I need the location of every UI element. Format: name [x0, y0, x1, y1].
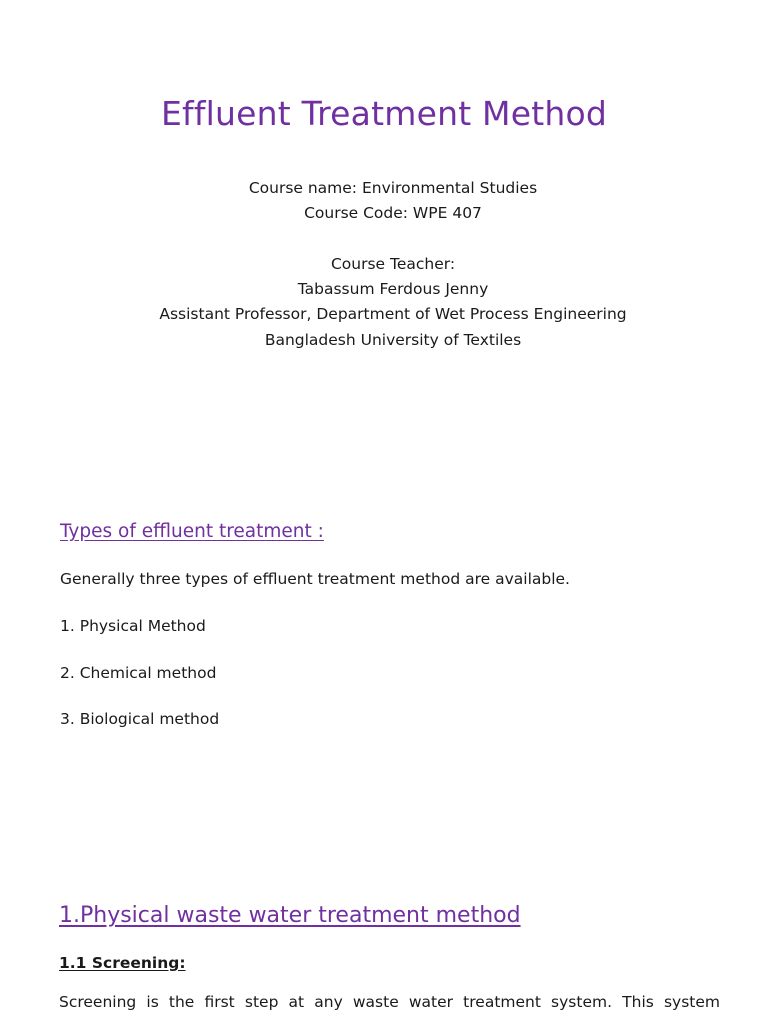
course-info-block [0, 176, 768, 353]
physical-method-heading: 1.Physical waste water treatment method [59, 903, 521, 928]
types-heading: Types of effluent treatment : [60, 521, 324, 542]
list-item: 2. Chemical method [60, 664, 217, 682]
teacher-label: Course Teacher: [330, 254, 456, 273]
teacher-position: Assistant Professor, Department of Wet Process Engineering [159, 305, 627, 324]
info-spacer [0, 227, 768, 252]
types-intro: Generally three types of effluent treatment method are available. [60, 570, 570, 588]
list-item: 1. Physical Method [60, 617, 206, 635]
screening-subheading: 1.1 Screening: [59, 954, 186, 972]
university-name: Bangladesh University of Textiles [264, 330, 522, 349]
teacher-name: Tabassum Ferdous Jenny [297, 280, 489, 299]
course-name: Course name: Environmental Studies [248, 179, 538, 197]
document-title: Effluent Treatment Method [161, 94, 607, 133]
list-item: 3. Biological method [60, 710, 220, 728]
screening-paragraph: Screening is the first step at any waste water treatment system. This system [59, 993, 720, 1011]
course-code: Course Code: WPE 407 [304, 204, 482, 223]
